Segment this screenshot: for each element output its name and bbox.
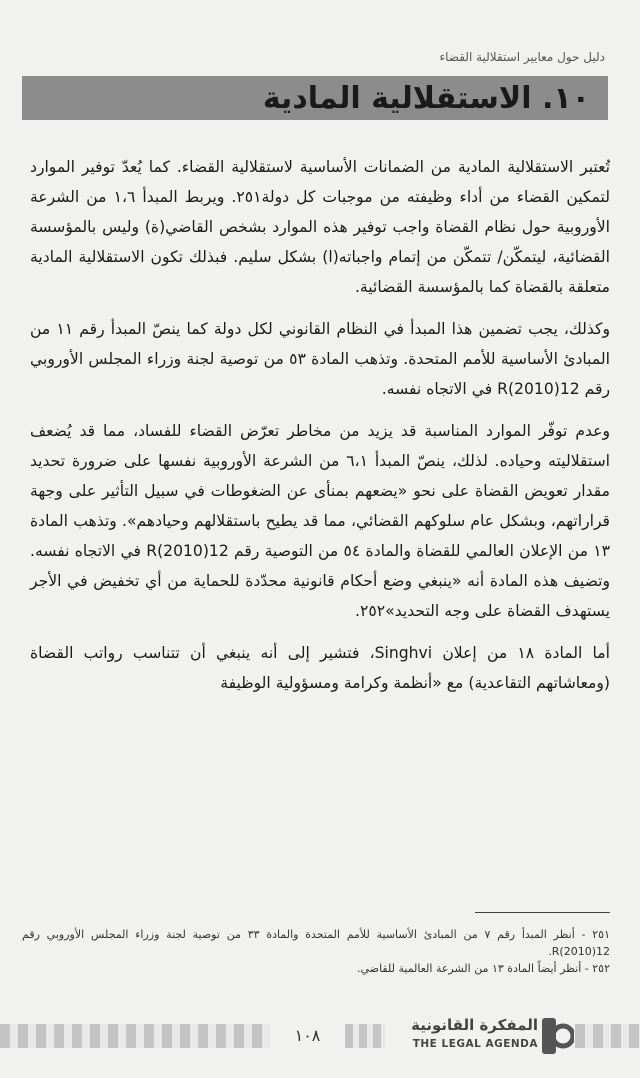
brand-name-arabic: المفكرة القانونية	[411, 1016, 538, 1034]
paragraph: وكذلك، يجب تضمين هذا المبدأ في النظام القانوني لكل دولة كما ينصّ المبدأ رقم ١١ من المبادئ الأساسية للأمم المتحدة. وتذهب المادة ٥٣ من توصية لجنة وزراء المجلس الأوروبي رقم R(2010)12 في الاتجاه نفسه.	[30, 320, 610, 398]
section-title: ١٠. الاستقلالية المادية	[262, 80, 590, 116]
page-number: ١٠٨	[294, 1026, 321, 1045]
body-text	[30, 152, 610, 710]
legal-agenda-logo-icon	[540, 1014, 574, 1058]
footnote-divider	[475, 912, 610, 913]
paragraph: أما المادة ١٨ من إعلان Singhvi، فتشير إلى أنه ينبغي أن تتناسب رواتب القضاة (ومعاشاتهم التقاعدية) مع «أنظمة وكرامة ومسؤولية الوظيفة	[30, 644, 610, 692]
brand-name-english: THE LEGAL AGENDA	[412, 1038, 538, 1050]
footer-stripes	[345, 1024, 385, 1048]
running-head: دليل حول معايير استقلالية القضاء	[439, 50, 605, 64]
section-title-bar	[22, 76, 608, 120]
footer-stripes	[575, 1024, 640, 1048]
page-footer	[0, 1012, 640, 1062]
footnote: ٢٥١ - أنظر المبدأ رقم ٧ من المبادئ الأساسية للأمم المتحدة والمادة ٣٣ من توصية لجنة وزراء المجلس الأوروبي رقم R(2010)12.	[22, 928, 610, 958]
paragraph: تُعتبر الاستقلالية المادية من الضمانات الأساسية لاستقلالية القضاء. كما يُعدّ توفير الموارد لتمكين القضاء من أداء وظيفته من موجبات كل دولة٢٥١. ويربط المبدأ ١،٦ من الشرعة الأوروبية حول نظام القضاة واجب توفير هذه الموارد بشخص القاضي(ة) وليس بالمؤسسة القضائية، ليتمكّن/ تتمكّن من إتمام واجباته(ا) بشكل سليم. فبذلك تكون الاستقلالية المادية متعلقة بالقضاة كما بالمؤسسة القضائية.	[30, 158, 611, 296]
paragraph: وعدم توفّر الموارد المناسبة قد يزيد من مخاطر تعرّض القضاء للفساد، مما قد يُضعف استقلاليته وحياده. لذلك، ينصّ المبدأ ٦،١ من الشرعة الأوروبية نفسها على ضرورة تحديد مقدار تعويض القضاة على نحو «يضعهم بمنأى عن الضغوطات في سبيل التأثير على وجهة قراراتهم، وبشكل عام سلوكهم القضائي، مما قد يطيح باستقلالهم وحيادهم». وتذهب المادة ١٣ من الإعلان العالمي للقضاة والمادة ٥٤ من التوصية رقم R(2010)12 في الاتجاه نفسه. وتضيف هذه المادة أنه «ينبغي وضع أحكام قانونية محدّدة للحماية من أي تخفيض في الأجر يستهدف القضاة على وجه التحديد»٢٥٢.	[30, 422, 610, 620]
footer-stripes	[0, 1024, 270, 1048]
brand-name	[388, 1014, 538, 1058]
footnotes	[22, 926, 610, 977]
footnote: ٢٥٢ - أنظر أيضاً المادة ١٣ من الشرعة العالمية للقاضي.	[357, 962, 610, 975]
